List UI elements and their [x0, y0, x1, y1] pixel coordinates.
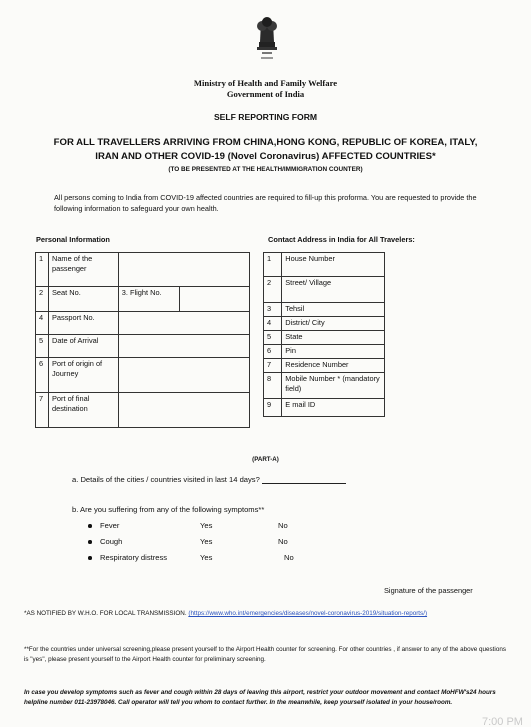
- question-a-text: a. Details of the cities / countries visited in last 14 days?: [72, 475, 260, 484]
- table-row: [264, 317, 385, 331]
- symptom-name: Fever: [100, 521, 120, 530]
- table-row: [264, 331, 385, 345]
- row-number: 4: [36, 312, 49, 335]
- field-label: 3. Flight No.: [118, 287, 180, 312]
- no-option[interactable]: No: [284, 553, 294, 562]
- ministry-header: [0, 78, 531, 100]
- yes-option[interactable]: Yes: [200, 553, 213, 562]
- row-number: 7: [36, 393, 49, 428]
- ministry-name: Ministry of Health and Family Welfare: [193, 78, 338, 88]
- contact-address-table: [263, 252, 385, 417]
- row-number: 5: [264, 331, 282, 345]
- part-a-label: (PART-A): [252, 456, 279, 463]
- table-row: [36, 253, 250, 287]
- bullet-icon: [88, 556, 92, 560]
- field-label: Residence Number: [282, 359, 385, 373]
- table-row: [264, 253, 385, 277]
- field-label: District/ City: [282, 317, 385, 331]
- row-number: 2: [36, 287, 49, 312]
- yes-option[interactable]: Yes: [200, 537, 213, 546]
- footnote-screening: **For the countries under universal screening,please present yourself to the Airport Health counter for screening. For other countries , if answer to any of the above questions is "yes", please present yourself to the Airport Health counter for preliminary screening.: [24, 646, 506, 663]
- question-a: [72, 475, 346, 484]
- row-number: 4: [264, 317, 282, 331]
- bullet-icon: [88, 540, 92, 544]
- form-heading: [0, 136, 531, 164]
- footnote-helpline: In case you develop symptoms such as fever and cough within 28 days of leaving this airport, restrict your outdoor movement and contact MoHFW's24 hours helpline number 011-23978046. Call operator will tell you whom to contact further. In the meanwhile, keep yourself isolated in your house/room.: [24, 689, 496, 706]
- who-situation-reports-link[interactable]: (https://www.who.int/emergencies/diseases/novel-coronavirus-2019/situation-reports/): [188, 610, 428, 617]
- row-number: 7: [264, 359, 282, 373]
- table-row: [36, 287, 250, 312]
- form-subheading: (TO BE PRESENTED AT THE HEALTH/IMMIGRATION COUNTER): [168, 166, 363, 173]
- field-label: E mail ID: [282, 399, 385, 417]
- field-label: Port of origin of Journey: [48, 358, 118, 393]
- table-row: [264, 373, 385, 399]
- table-row: [264, 277, 385, 303]
- flight-number-field[interactable]: [180, 287, 250, 312]
- national-emblem-icon: [250, 12, 284, 70]
- field-label: Seat No.: [48, 287, 118, 312]
- field-label: Mobile Number * (mandatory field): [282, 373, 385, 399]
- row-number: 6: [264, 345, 282, 359]
- row-number: 3: [264, 303, 282, 317]
- table-row: [264, 359, 385, 373]
- personal-info-title: Personal Information: [36, 235, 110, 244]
- no-option[interactable]: No: [278, 537, 288, 546]
- table-row: [36, 335, 250, 358]
- government-name: Government of India: [226, 89, 305, 99]
- passenger-signature-label: Signature of the passenger: [384, 586, 473, 595]
- field-label: State: [282, 331, 385, 345]
- contact-address-title: Contact Address in India for All Travelers:: [268, 235, 415, 244]
- cities-visited-field[interactable]: [262, 475, 346, 484]
- field-label: Street/ Village: [282, 277, 385, 303]
- passport-field[interactable]: [118, 312, 249, 335]
- footnote-who-text: *AS NOTIFIED BY W.H.O. FOR LOCAL TRANSMISSION.: [24, 610, 189, 617]
- heading-line-1: FOR ALL TRAVELLERS ARRIVING FROM CHINA,HONG KONG, REPUBLIC OF KOREA, ITALY,: [53, 137, 478, 148]
- field-label: Port of final destination: [48, 393, 118, 428]
- question-b-text: b. Are you suffering from any of the following symptoms**: [72, 505, 265, 514]
- table-row: [264, 303, 385, 317]
- field-label: Pin: [282, 345, 385, 359]
- row-number: 6: [36, 358, 49, 393]
- table-row: [264, 399, 385, 417]
- destination-port-field[interactable]: [118, 393, 249, 428]
- table-row: [36, 358, 250, 393]
- yes-option[interactable]: Yes: [200, 521, 213, 530]
- form-title: SELF REPORTING FORM: [213, 112, 318, 122]
- field-label: Tehsil: [282, 303, 385, 317]
- table-row: [36, 312, 250, 335]
- row-number: 1: [36, 253, 49, 287]
- field-label: House Number: [282, 253, 385, 277]
- row-number: 1: [264, 253, 282, 277]
- row-number: 2: [264, 277, 282, 303]
- no-option[interactable]: No: [278, 521, 288, 530]
- symptom-name: Respiratory distress: [100, 553, 168, 562]
- row-number: 5: [36, 335, 49, 358]
- overlay-time: 7:00 PM: [482, 716, 523, 728]
- intro-paragraph: All persons coming to India from COVID-19 affected countries are required to fill-up this proforma. You are requested to provide the following information to safeguard your own health.: [54, 193, 477, 213]
- row-number: 9: [264, 399, 282, 417]
- row-number: 8: [264, 373, 282, 399]
- field-label: Name of the passenger: [48, 253, 118, 287]
- table-row: [264, 345, 385, 359]
- personal-info-table: [35, 252, 250, 428]
- heading-line-2: IRAN AND OTHER COVID-19 (Novel Coronavirus) AFFECTED COUNTRIES*: [95, 151, 436, 162]
- name-field[interactable]: [118, 253, 249, 287]
- symptom-name: Cough: [100, 537, 123, 546]
- bullet-icon: [88, 524, 92, 528]
- field-label: Passport No.: [48, 312, 118, 335]
- origin-port-field[interactable]: [118, 358, 249, 393]
- arrival-date-field[interactable]: [118, 335, 249, 358]
- field-label: Date of Arrival: [48, 335, 118, 358]
- table-row: [36, 393, 250, 428]
- footnote-who: [24, 609, 512, 619]
